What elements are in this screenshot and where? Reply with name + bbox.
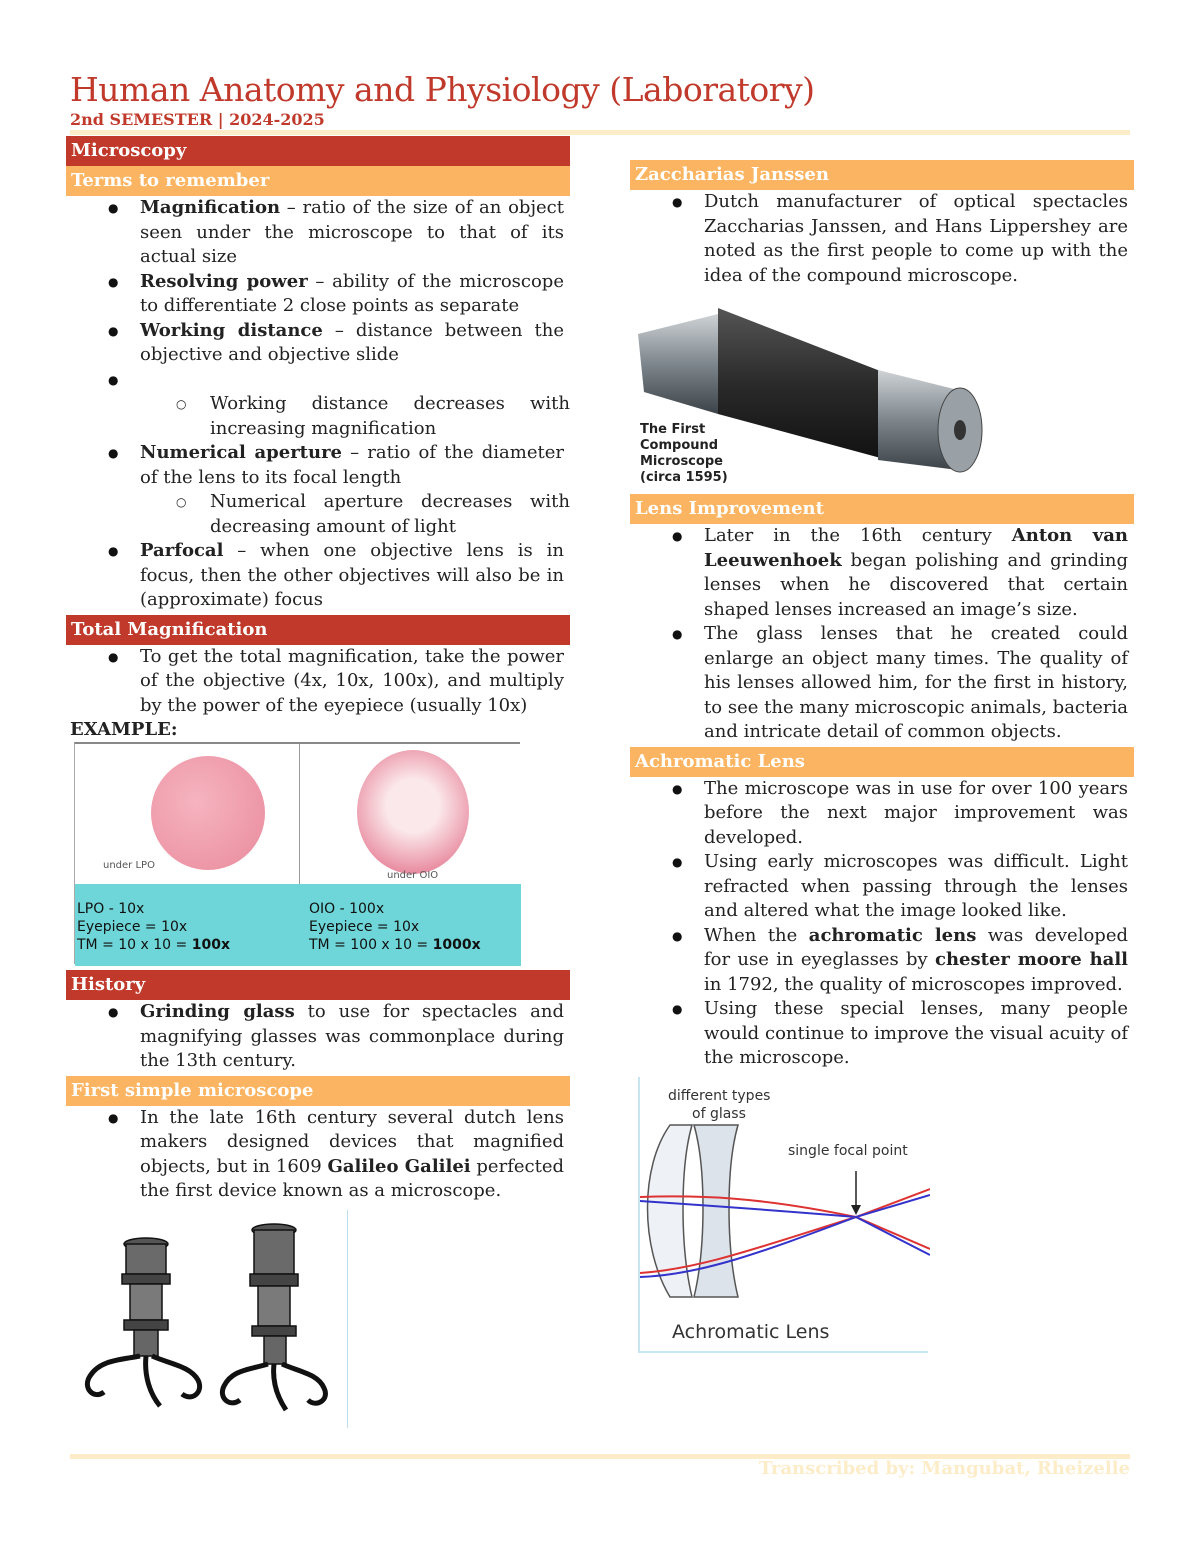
list-item <box>66 441 570 490</box>
compound-microscope-caption <box>640 422 728 486</box>
list-item <box>66 196 570 270</box>
lpo-result: 100x <box>191 937 230 953</box>
section-header-terms: Terms to remember <box>66 166 570 196</box>
focal-point-label: single focal point <box>788 1142 908 1159</box>
oio-line: Eyepiece = 10x <box>309 919 420 935</box>
first-compound-microscope-image <box>638 294 986 490</box>
term-label: Magnification <box>140 197 281 218</box>
lens-text: Later in the 16th century <box>704 525 1012 546</box>
list-item: ● To get the total magnification, take the power of the objective (4x, 10x, 100x), and multiply by the power of the eyepiece (usually 10x) <box>66 645 570 719</box>
oio-line: OIO - 100x <box>309 901 385 917</box>
left-column <box>66 136 570 1428</box>
section-header-total-magnification: Total Magnification <box>66 615 570 645</box>
caption-line: (circa 1595) <box>640 470 728 485</box>
first-text: In the late 16th century several dutch lens makers designed devices that magnified objects, but in 1609 <box>140 1106 564 1177</box>
list-item: ● Using these special lenses, many people would continue to improve the visual acuity of the microscope. <box>630 997 1134 1071</box>
first-text: perfected the first device known as a microscope. <box>140 1155 564 1201</box>
chester-moore-hall-name: chester moore hall <box>935 949 1128 970</box>
list-item <box>66 1000 570 1074</box>
oio-caption: under OIO <box>387 870 439 881</box>
term-definition: – ability of the microscope to differentiate 2 close points as separate <box>140 270 564 316</box>
figure-divider <box>299 744 300 884</box>
term-label: Parfocal <box>140 540 224 561</box>
history-list <box>66 1000 570 1074</box>
sub-list-item: ○ Working distance decreases with increasing magnification <box>140 392 570 441</box>
caption-line: Microscope <box>640 454 723 469</box>
lpo-line: Eyepiece = 10x <box>77 919 188 935</box>
lpo-line <box>77 936 230 954</box>
achromatic-lens-diagram <box>638 1077 928 1353</box>
magnification-example-figure <box>74 742 520 964</box>
oio-formula: TM = 100 x 10 = <box>309 937 433 953</box>
list-item-empty <box>66 368 570 393</box>
history-bold: Grinding glass <box>140 1001 295 1022</box>
history-text: to use for spectacles and magnifying glasses was commonplace during the 13th century. <box>140 1001 565 1071</box>
achromatic-list <box>630 777 1134 1071</box>
term-definition: – when one objective lens is in focus, then the other objectives will also be in (approximate) focus <box>140 540 564 610</box>
sub-list <box>66 490 570 539</box>
term-definition: – distance between the objective and objective slide <box>140 319 564 365</box>
lpo-specimen-image <box>151 756 265 870</box>
early-microscopes-illustration <box>60 1210 348 1428</box>
oio-line <box>309 936 481 954</box>
term-definition: – ratio of the diameter of the lens to its focal length <box>140 442 564 488</box>
list-item <box>630 524 1134 622</box>
term-label: Numerical aperture <box>140 442 343 463</box>
caption-line: The First <box>640 422 706 437</box>
list-item <box>66 270 570 319</box>
document-subtitle: 2nd SEMESTER | 2024-2025 <box>70 110 325 129</box>
list-item: ● The microscope was in use for over 100 years before the next major improvement was developed. <box>630 777 1134 851</box>
sub-list <box>66 392 570 441</box>
achromatic-lens-caption: Achromatic Lens <box>672 1320 830 1343</box>
list-item <box>66 1106 570 1204</box>
achromatic-lens-term: achromatic lens <box>808 924 977 946</box>
janssen-list <box>630 190 1134 288</box>
galileo-name: Galileo Galilei <box>327 1155 471 1177</box>
list-item: ● The glass lenses that he created could enlarge an object many times. The quality of his lenses allowed him, for the first in history, to see the many microscopic animals, bacteria and intricate detail of common objects. <box>630 622 1134 745</box>
terms-list-cont <box>66 539 570 613</box>
sub-list-item: ○ Numerical aperture decreases with decreasing amount of light <box>140 490 570 539</box>
total-list <box>66 645 570 719</box>
header-rule <box>70 130 1130 135</box>
section-header-microscopy: Microscopy <box>66 136 570 166</box>
section-header-lens-improvement: Lens Improvement <box>630 494 1134 524</box>
label-line: of glass <box>692 1105 746 1122</box>
term-definition: – ratio of the size of an object seen under the microscope to that of its actual size <box>140 197 564 267</box>
section-header-first-simple-microscope: First simple microscope <box>66 1076 570 1106</box>
lpo-line: LPO - 10x <box>77 901 145 917</box>
lpo-calculation <box>77 900 230 954</box>
oio-result: 1000x <box>432 937 481 953</box>
list-item: ● Dutch manufacturer of optical spectacles Zaccharias Janssen, and Hans Lippershey are noted as the first people to come up with the idea of the compound microscope. <box>630 190 1134 288</box>
lpo-formula: TM = 10 x 10 = <box>77 937 192 953</box>
oio-specimen-image <box>357 750 469 874</box>
lens-text: began polishing and grinding lenses when he discovered that certain shaped lenses increased an image’s size. <box>704 549 1128 620</box>
terms-list-cont <box>66 441 570 490</box>
label-line: different types <box>668 1087 771 1104</box>
list-item: ● Using early microscopes was difficult. Light refracted when passing through the lenses and altered what the image looked like. <box>630 850 1134 924</box>
term-label: Working distance <box>140 319 323 341</box>
term-label: Resolving power <box>140 270 308 292</box>
achro-text: When the <box>704 924 809 946</box>
section-header-achromatic-lens: Achromatic Lens <box>630 747 1134 777</box>
footer-credit: Transcribed by: Mangubat, Rheizelle <box>758 1458 1130 1479</box>
list-item <box>66 319 570 368</box>
achro-text: was developed for use in eyeglasses by <box>704 924 1128 970</box>
terms-list <box>66 196 570 392</box>
example-label: EXAMPLE: <box>70 719 178 740</box>
leeuwenhoek-name: Anton van Leeuwenhoek <box>704 525 1128 571</box>
section-header-history: History <box>66 970 570 1000</box>
caption-line: Compound <box>640 438 719 453</box>
first-microscope-list <box>66 1106 570 1204</box>
document-title: Human Anatomy and Physiology (Laboratory) <box>70 70 815 109</box>
right-column <box>630 160 1134 1353</box>
section-header-zaccharias-janssen: Zaccharias Janssen <box>630 160 1134 190</box>
oio-calculation <box>309 900 481 954</box>
list-item <box>66 539 570 613</box>
achro-text: in 1792, the quality of microscopes improved. <box>704 973 1123 995</box>
glass-types-label <box>668 1087 770 1123</box>
lpo-caption: under LPO <box>103 860 155 871</box>
early-microscopes-drawing <box>60 1210 348 1428</box>
calculation-panel <box>75 884 521 966</box>
list-item <box>630 924 1134 998</box>
lens-list <box>630 524 1134 745</box>
